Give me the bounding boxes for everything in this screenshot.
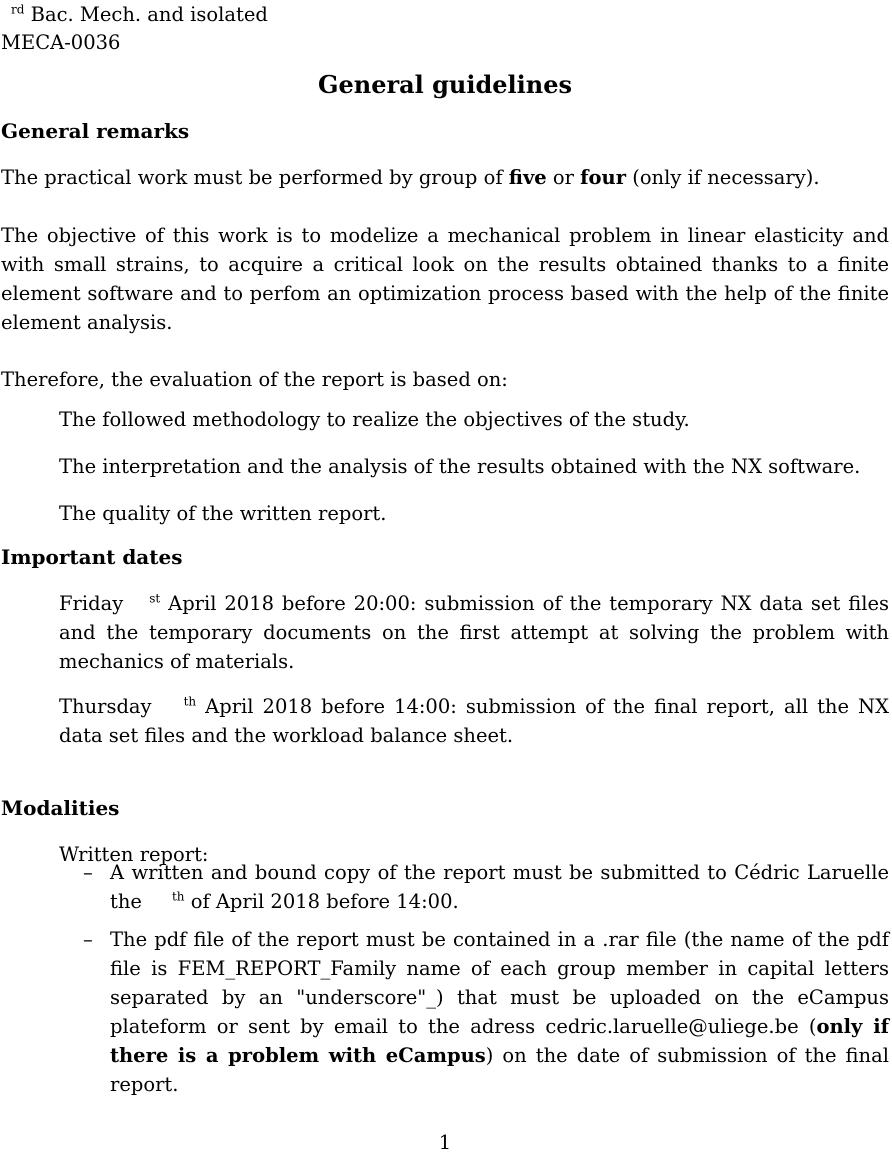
course-header bbox=[1, 0, 268, 29]
group-size-four: four bbox=[580, 166, 627, 189]
date-ordinal: st bbox=[149, 591, 161, 606]
bullet-text-end: ) on the date of submission of the final report. bbox=[110, 1044, 889, 1096]
written-report-label: Written report: bbox=[59, 843, 209, 866]
date-day: Thursday bbox=[59, 695, 152, 718]
page-number: 1 bbox=[438, 1131, 452, 1154]
section-heading-general-remarks: General remarks bbox=[1, 119, 190, 143]
course-code: MECA-0036 bbox=[1, 31, 121, 54]
criteria-item: The interpretation and the analysis of the results obtained with the NX software. bbox=[59, 455, 861, 478]
course-ordinal: rd bbox=[11, 2, 25, 17]
group-text-2: or bbox=[546, 166, 581, 189]
group-text-1: The practical work must be performed by group of bbox=[1, 166, 509, 189]
list-dash: – bbox=[83, 928, 93, 951]
page-title: General guidelines bbox=[317, 70, 572, 99]
date-item-second bbox=[59, 692, 889, 750]
bullet-text: The pdf file of the report must be contained in a .rar file (the name of the pdf file is FEM_REPORT_Family name of each group member in capital letters separated by an "underscore"_) that must be uploaded on the eCampus plateform or sent by email to the adress cedric.laruelle@uliege.be ( bbox=[110, 928, 889, 1038]
date-text: April 2018 before 14:00: submission of the final report, all the NX data set files and the workload balance sheet. bbox=[59, 695, 889, 747]
list-dash: – bbox=[83, 861, 93, 884]
bullet-bold-text: only if there is a problem with eCampus bbox=[110, 1015, 889, 1067]
bullet-text: A written and bound copy of the report must be submitted to Cédric Laruelle the bbox=[110, 861, 889, 913]
date-day: Friday bbox=[59, 592, 124, 615]
objective-paragraph: The objective of this work is to modelize a mechanical problem in linear elasticity and with small strains, to acquire a critical look on the results obtained thanks to a finite element software and to perfom an optimization process based with the help of the finite element analysis. bbox=[1, 224, 889, 334]
date-ordinal: th bbox=[183, 694, 197, 709]
criteria-item: The followed methodology to realize the objectives of the study. bbox=[59, 408, 690, 431]
bullet-text-end: of April 2018 before 14:00. bbox=[184, 890, 459, 913]
group-text-3: (only if necessary). bbox=[626, 166, 820, 189]
course-name: Bac. Mech. and isolated bbox=[24, 3, 268, 26]
section-heading-modalities: Modalities bbox=[1, 796, 120, 820]
group-size-five: five bbox=[508, 166, 547, 189]
bullet-ordinal: th bbox=[171, 889, 185, 904]
criteria-item: The quality of the written report. bbox=[59, 502, 387, 525]
date-text: April 2018 before 20:00: submission of the temporary NX data set files and the temporary documents on the first attempt at solving the problem with mechanics of materials. bbox=[59, 592, 889, 673]
section-heading-important-dates: Important dates bbox=[1, 545, 183, 569]
evaluation-intro: Therefore, the evaluation of the report is based on: bbox=[1, 368, 508, 391]
group-size-paragraph bbox=[1, 163, 889, 192]
submission-bullet-pdf bbox=[110, 925, 889, 1099]
submission-bullet-bound-copy bbox=[110, 858, 889, 916]
date-item-first bbox=[59, 589, 889, 676]
